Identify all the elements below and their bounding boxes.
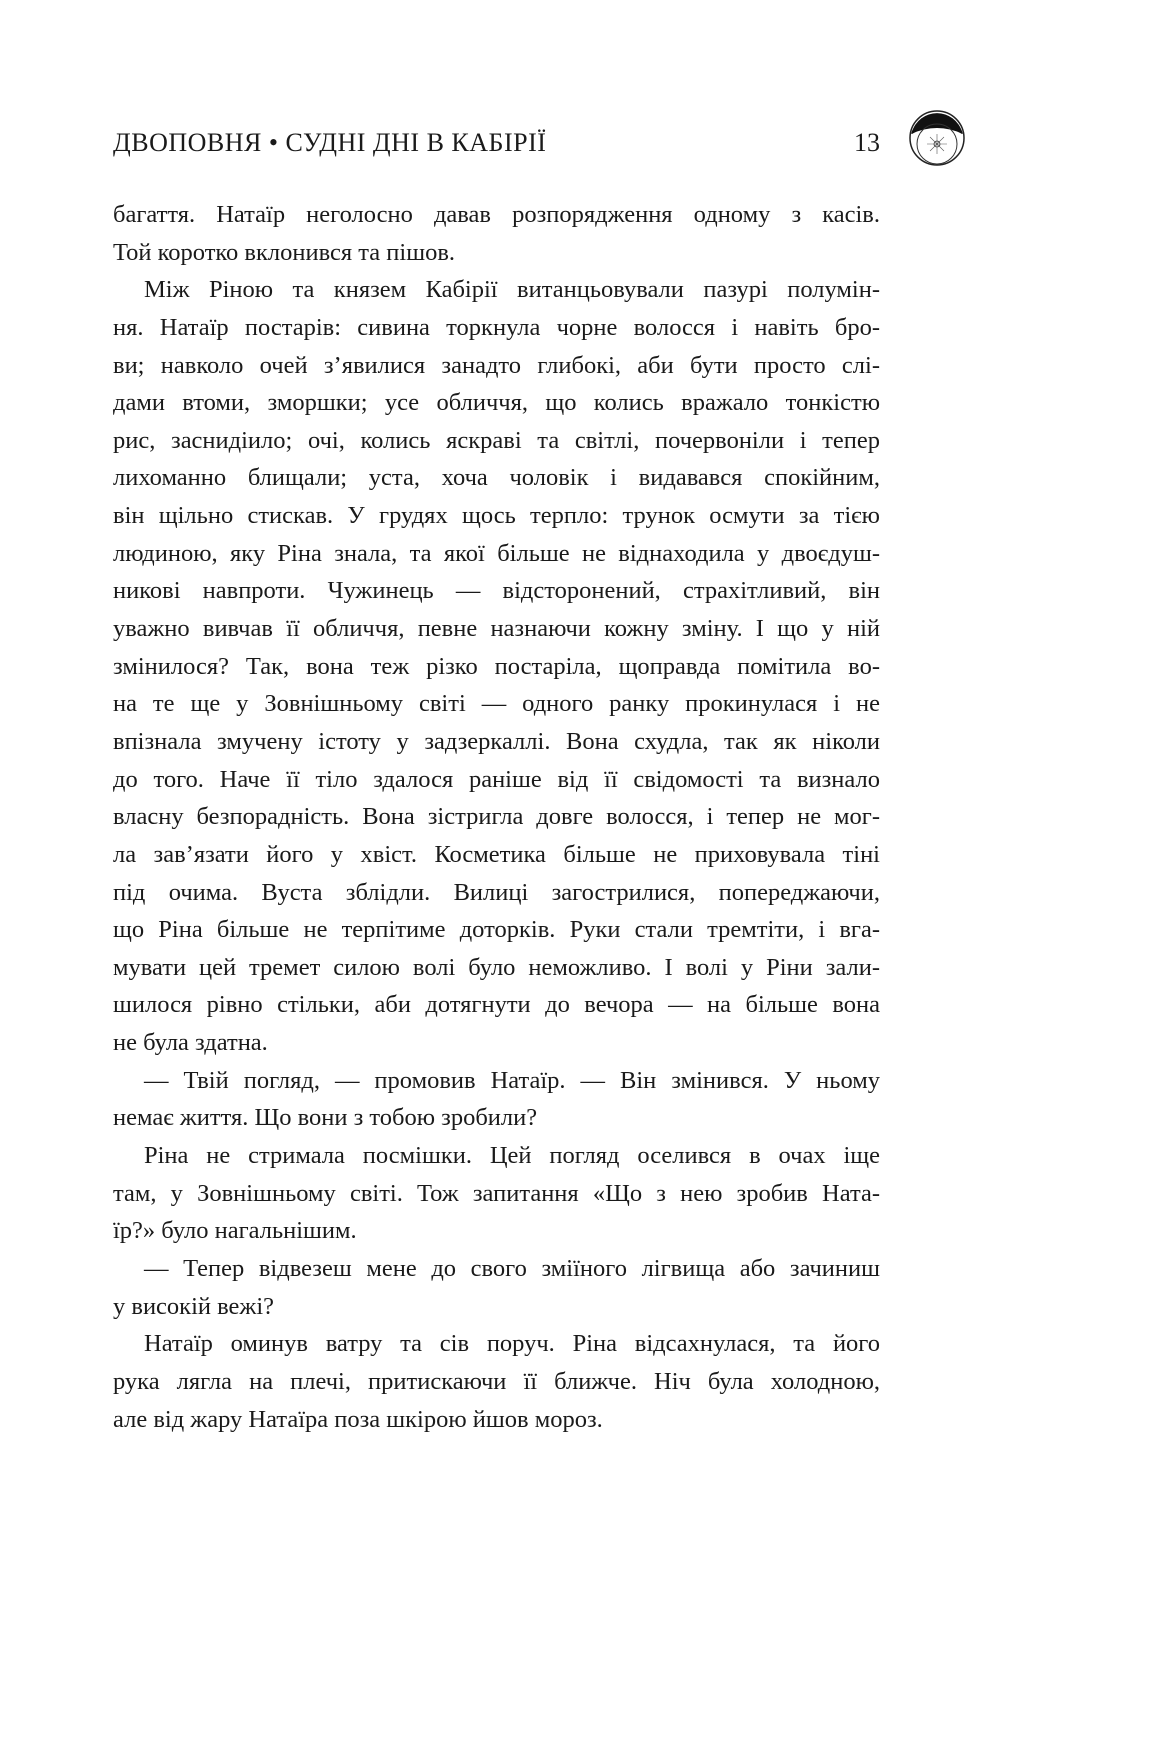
body-text	[113, 196, 880, 1438]
text-line: мувати цей тремет силою волі було неможливо. І волі у Ріни зали-	[113, 953, 880, 981]
text-line: Той коротко вклонився та пішов.	[113, 238, 456, 266]
text-line: що Ріна більше не терпітиме доторків. Руки стали тремтіти, і вга-	[113, 916, 880, 944]
text-line: змінилося? Так, вона теж різко постаріла, щоправда помітила во-	[113, 652, 880, 680]
text-line: Натаїр оминув ватру та сів поруч. Ріна відсахнулася, та його	[144, 1330, 880, 1358]
text-line: уважно вивчав її обличчя, певне назнаючи кожну зміну. І що у ній	[113, 615, 880, 643]
text-line: людиною, яку Ріна знала, та якої більше не віднаходила у двоєдуш-	[113, 539, 880, 567]
text-line: — Тепер відвезеш мене до свого зміїного лігвища або зачиниш	[144, 1254, 880, 1282]
text-line: никові навпроти. Чужинець — відсторонений, страхітливий, він	[113, 577, 880, 605]
page-number: 13	[854, 128, 880, 157]
text-line: ня. Натаїр постарів: сивина торкнула чорне волосся і навіть бро-	[113, 313, 880, 341]
text-line: Ріна не стримала посмішки. Цей погляд оселився в очах іще	[144, 1142, 880, 1170]
text-line: у високій вежі?	[113, 1292, 275, 1320]
text-line: рука лягла на плечі, притискаючи її ближче. Ніч була холодною,	[113, 1367, 880, 1395]
text-line: на те ще у Зовнішньому світі — одного ранку прокинулася і не	[113, 690, 880, 718]
text-line: впізнала змучену істоту у задзеркаллі. Вона схудла, так як ніколи	[113, 727, 880, 755]
text-line: — Твій погляд, — промовив Натаїр. — Він змінився. У ньому	[144, 1066, 880, 1094]
text-line: не була здатна.	[113, 1029, 268, 1057]
text-line: але від жару Натаїра поза шкірою йшов мороз.	[113, 1405, 603, 1433]
text-line: там, у Зовнішньому світі. Тож запитання «Що з нею зробив Ната-	[113, 1179, 880, 1207]
text-line: рис, заснидіило; очі, колись яскраві та світлі, почервоніли і тепер	[113, 426, 880, 454]
text-line: ви; навколо очей з’явилися занадто глибокі, аби бути просто слі-	[113, 351, 880, 379]
text-line: він щільно стискав. У грудях щось терпло: трунок осмути за тією	[113, 502, 880, 530]
text-line: багаття. Натаїр неголосно давав розпорядження одному з касів.	[113, 201, 880, 228]
double-moon-icon	[906, 108, 968, 172]
text-line: немає життя. Що вони з тобою зробили?	[113, 1104, 538, 1132]
text-line: ла зав’язати його у хвіст. Косметика більше не приховувала тіні	[113, 840, 880, 868]
text-line: власну безпорадність. Вона зістригла довге волосся, і тепер не мог-	[113, 803, 880, 831]
running-title: ДВОПОВНЯ • СУДНІ ДНІ В КАБІРІЇ	[113, 128, 547, 157]
text-line: до того. Наче її тіло здалося раніше від її свідомості та визнало	[113, 765, 880, 793]
text-line: їр?» було нагальнішим.	[113, 1217, 357, 1245]
text-line: під очима. Вуста зблідли. Вилиці загострилися, попереджаючи,	[113, 878, 880, 906]
running-header	[113, 128, 880, 168]
text-line: Між Ріною та князем Кабірії витанцьовували пазурі полумін-	[144, 276, 880, 304]
text-line: дами втоми, зморшки; усе обличчя, що колись вражало тонкістю	[113, 389, 880, 417]
text-line: шилося рівно стільки, аби дотягнути до вечора — на більше вона	[113, 991, 880, 1019]
text-line: лихоманно блищали; уста, хоча чоловік і видавався спокійним,	[113, 464, 880, 492]
